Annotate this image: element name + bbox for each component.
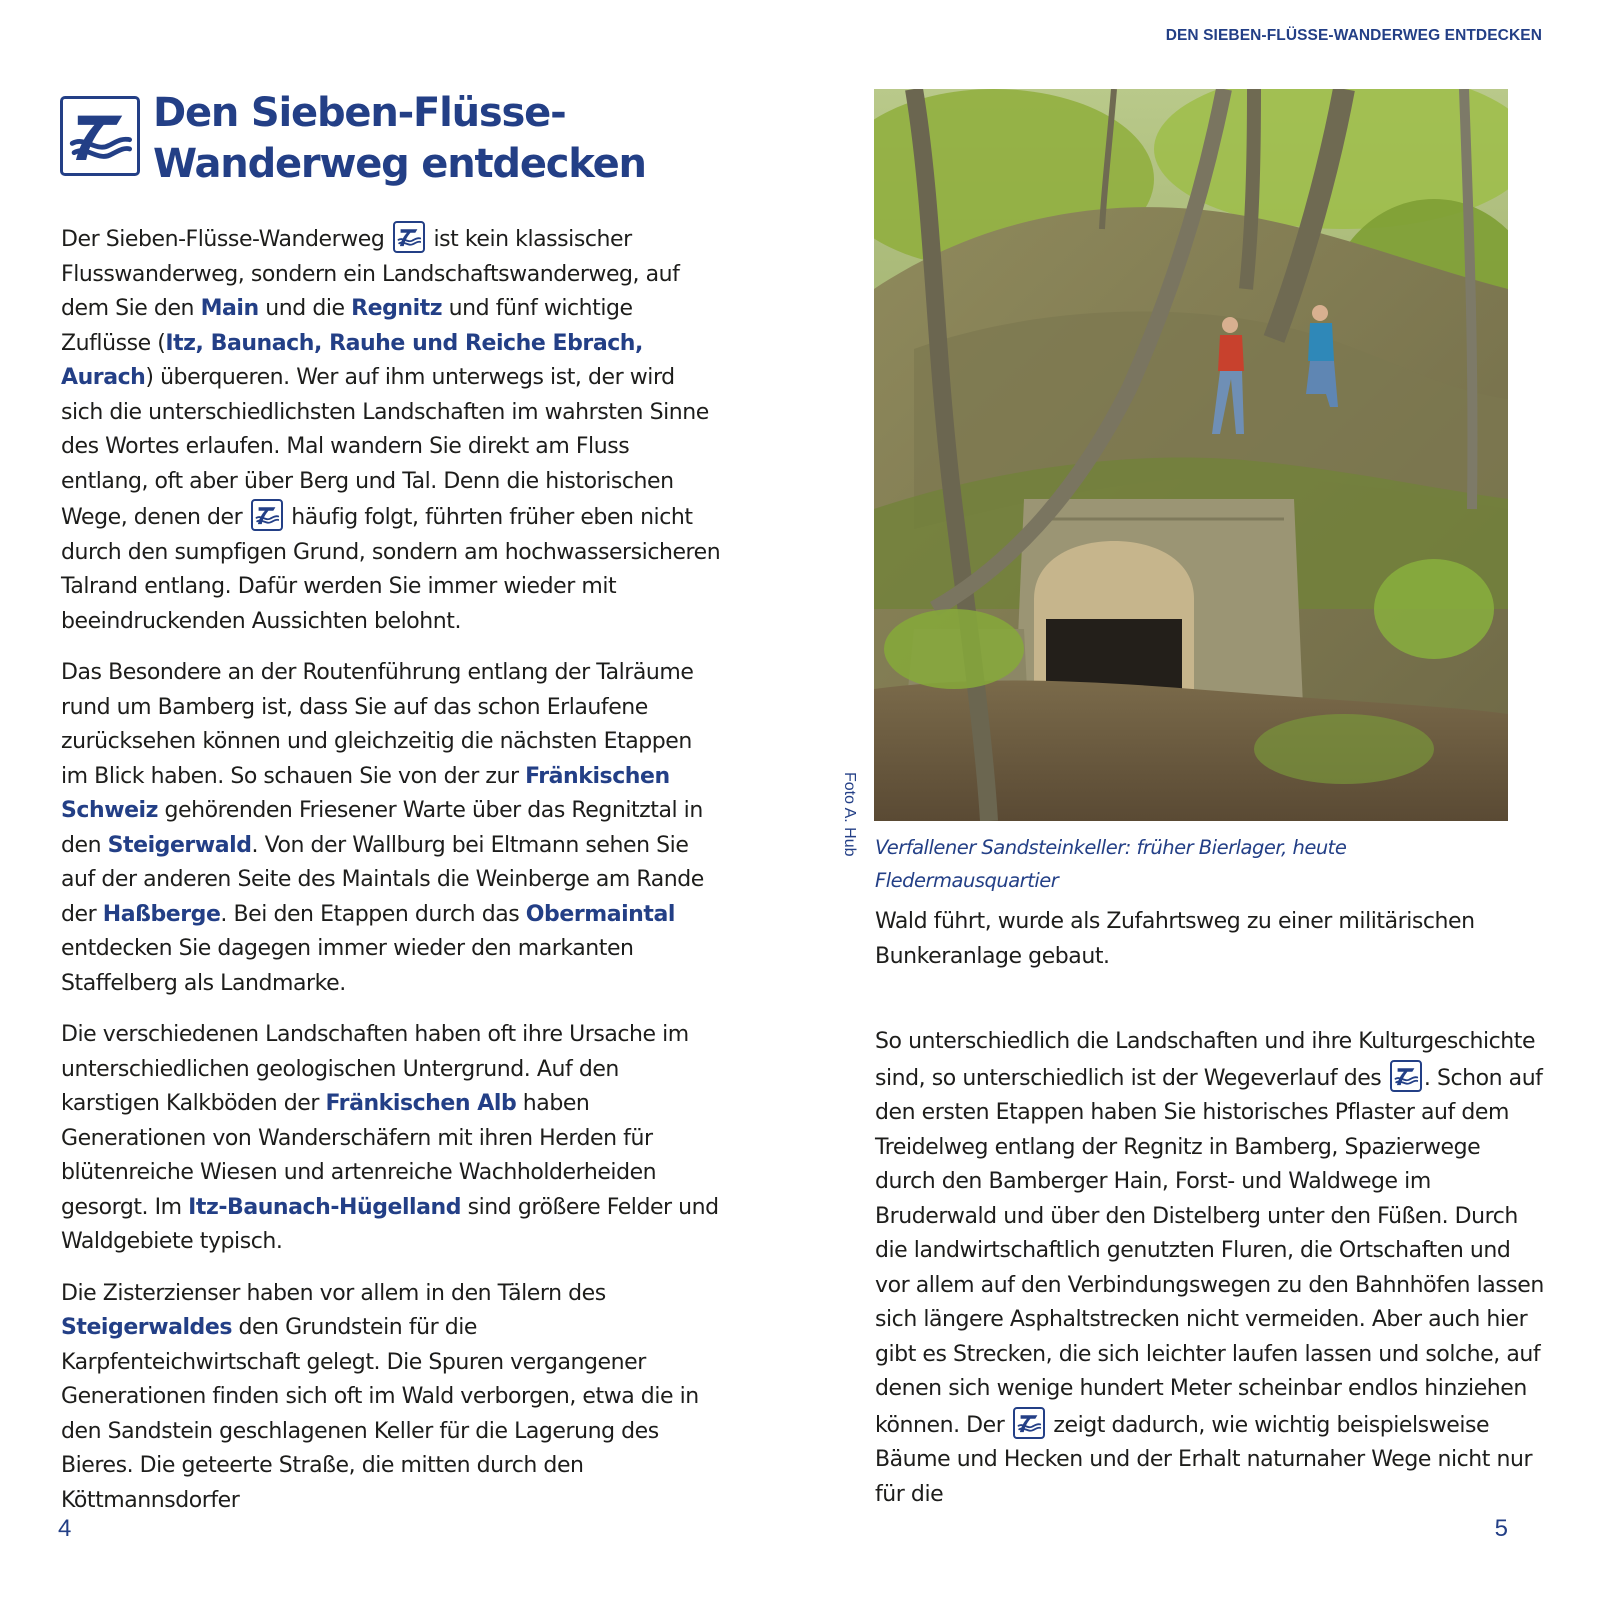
trail-logo-icon xyxy=(251,499,283,531)
text: . Bei den Etappen durch das xyxy=(220,901,526,927)
paragraph-1 xyxy=(61,221,721,639)
paragraph-5: Wald führt, wurde als Zufahrtsweg zu einer militärischen Bunkeranlage gebaut. xyxy=(875,909,1475,969)
text: Der Sieben-Flüsse-Wanderweg xyxy=(61,227,385,252)
photo-credit: Foto A. Hub xyxy=(841,772,858,857)
text: und fünf wichtige Zuflüsse ( xyxy=(61,296,633,356)
link-fraenkische-alb: Fränkischen Alb xyxy=(325,1091,517,1116)
text: Das Besondere an der Routenführung entlang der Talräume rund um Bamberg ist, dass Sie auf das schon Erlaufene zurücksehen können und gleichzeitig die nächsten Etappen im Blick haben. So schauen Sie von der zur xyxy=(61,660,694,789)
link-obermaintal: Obermaintal xyxy=(525,901,675,927)
left-column xyxy=(61,221,721,1535)
text: und die xyxy=(258,296,352,321)
text: Die verschiedenen Landschaften haben oft ihre Ursache im unterschiedlichen geologischen Untergrund. Auf den karstigen Kalkböden der xyxy=(61,1022,689,1116)
link-steigerwaldes: Steigerwaldes xyxy=(61,1315,232,1340)
photo-caption: Verfallener Sandsteinkeller: früher Bierlager, heute Fledermausquartier xyxy=(875,836,1347,892)
link-hassberge: Haßberge xyxy=(102,901,221,927)
text: So unterschiedlich die Landschaften und ihre Kulturgeschichte sind, so unterschiedlich ist der Wegeverlauf des xyxy=(875,1029,1536,1091)
link-steigerwald: Steigerwald xyxy=(107,832,252,858)
text: sind größere Felder und Waldgebiete typisch. xyxy=(61,1194,719,1254)
text: häufig folgt, führten früher eben nicht durch den sumpfigen Grund, sondern am hochwassersicheren Talrand entlang. Dafür werden Sie immer wieder mit beeindruckenden Aussichten belohnt. xyxy=(61,505,721,634)
trail-logo-icon xyxy=(393,221,425,253)
text: ist kein klassischer Flusswanderweg, sondern ein Landschaftswanderweg, auf dem Sie den xyxy=(61,227,680,321)
page-number-left: 4 xyxy=(58,1515,72,1542)
link-tributaries: Itz, Baunach, Rauhe und Reiche Ebrach, Aurach xyxy=(61,330,643,390)
paragraph-2 xyxy=(61,656,721,1001)
page-title xyxy=(153,88,646,190)
text: ) überqueren. Wer auf ihm unterwegs ist, der wird sich die unterschiedlichsten Landschaften im wahrsten Sinne des Wortes erlaufen. Mal wandern Sie direkt am Fluss entlang, oft aber über Berg und Tal. Denn die historischen Wege, denen der xyxy=(61,365,709,530)
paragraph-4 xyxy=(61,1277,721,1519)
trail-logo-icon xyxy=(1390,1060,1422,1092)
paragraph-6 xyxy=(875,1025,1545,1512)
right-column xyxy=(875,905,1545,1529)
trail-logo-icon xyxy=(1013,1407,1045,1439)
running-head: DEN SIEBEN-FLÜSSE-WANDERWEG ENTDECKEN xyxy=(1165,27,1542,44)
text: . Von der Wallburg bei Eltmann sehen Sie auf der anderen Seite des Maintals die Weinberge am Rande der xyxy=(61,832,704,927)
text: gehörenden Friesener Warte über das Regnitztal in den xyxy=(61,798,703,858)
text: haben Generationen von Wanderschäfern mit ihren Herden für blütenreiche Wiesen und artenreiche Wachholderheiden gesorgt. Im xyxy=(61,1091,657,1220)
link-fraenkische-schweiz: Fränkischen Schweiz xyxy=(61,763,670,823)
text: zeigt dadurch, wie wichtig beispielsweise Bäume und Hecken und der Erhalt naturnaher Wege nicht nur für die xyxy=(875,1412,1533,1507)
text: . Schon auf den ersten Etappen haben Sie historisches Pflaster auf dem Treidelweg entlang der Regnitz in Bamberg, Spazierwege durch den Bamberger Hain, Forst- und Waldwege im Bruderwald und über den Distelberg unter den Füßen. Durch die landwirtschaftlich genutzten Fluren, die Ortschaften und vor allem auf den Verbindungswegen zu den Bahnhöfen lassen sich längere Asphaltstrecken nicht vermeiden. Aber auch hier gibt es Strecken, die sich leichter laufen lassen und solche, auf denen sich wenige hundert Meter scheinbar endlos hinziehen können. Der xyxy=(875,1065,1544,1438)
paragraph-3 xyxy=(61,1018,721,1260)
link-main: Main xyxy=(200,296,259,321)
seven-rivers-logo-icon xyxy=(60,96,140,176)
link-itz-baunach-huegelland: Itz-Baunach-Hügelland xyxy=(188,1194,462,1220)
photo-sandstone-cellar xyxy=(874,89,1508,821)
text: Die Zisterzienser haben vor allem in den Tälern des xyxy=(61,1280,606,1306)
text: entdecken Sie dagegen immer wieder den markanten Staffelberg als Landmarke. xyxy=(61,936,634,996)
title-line-2: Wanderweg entdecken xyxy=(153,141,646,187)
title-line-1: Den Sieben-Flüsse- xyxy=(153,90,566,136)
link-regnitz: Regnitz xyxy=(351,296,443,321)
text: den Grundstein für die Karpfenteichwirtschaft gelegt. Die Spuren vergangener Generationen finden sich oft im Wald verborgen, etwa die in den Sandstein geschlagenen Keller für die Lagerung des Bieres. Die geteerte Straße, die mitten durch den Köttmannsdorfer xyxy=(61,1315,699,1513)
page-number-right: 5 xyxy=(1494,1515,1508,1542)
